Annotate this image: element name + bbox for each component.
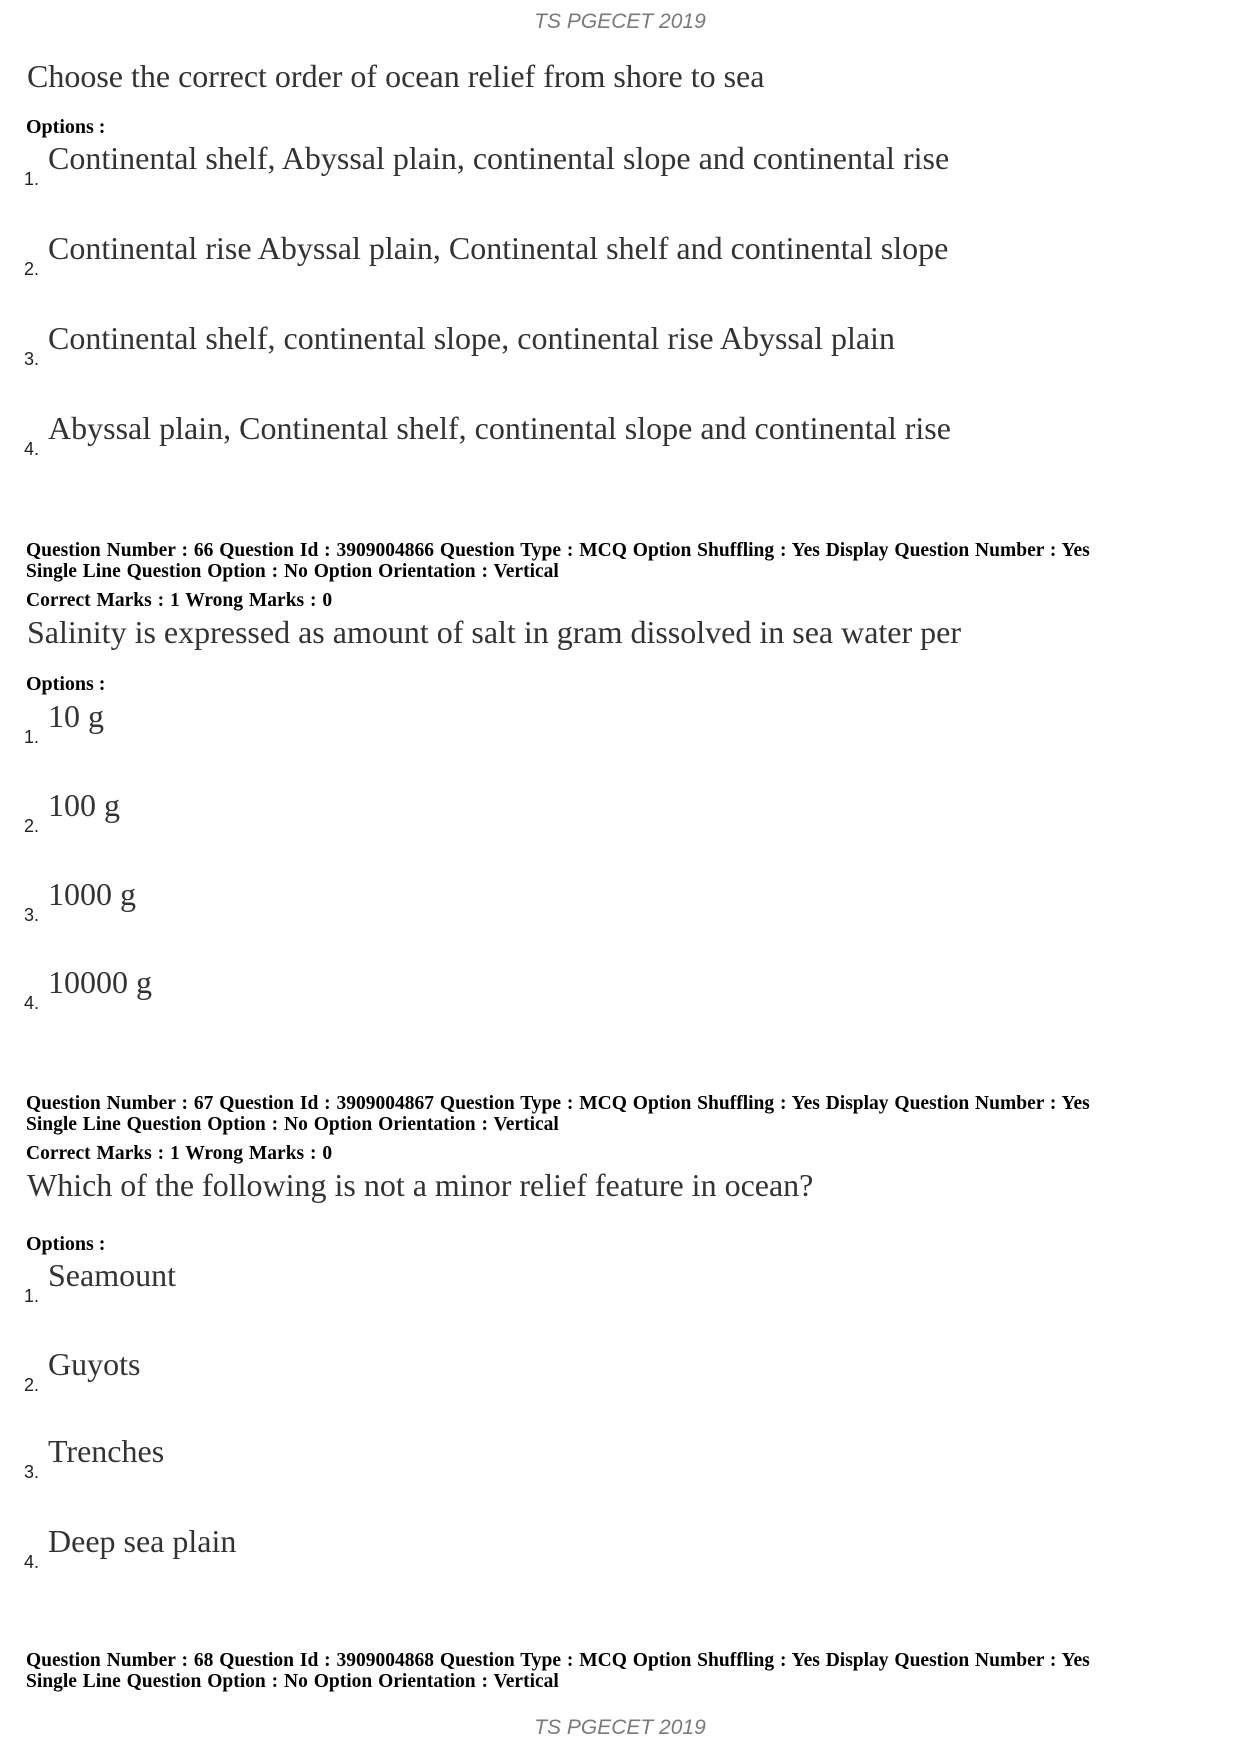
question-66-option-4[interactable] [24,964,152,1013]
option-number: 4. [24,993,40,1013]
option-text: 1000 g [48,876,136,912]
question-66-option-1[interactable] [24,698,104,747]
question-65-option-3[interactable] [24,320,895,369]
question-67-option-3[interactable] [24,1433,165,1482]
option-text: 10 g [48,698,104,734]
question-66-options-label: Options : [26,673,106,695]
question-65-options-label: Options : [26,116,106,138]
question-65-option-1[interactable] [24,140,950,189]
option-text: Continental rise Abyssal plain, Continental shelf and continental slope [48,230,949,266]
option-number: 4. [24,1552,40,1572]
question-67-meta: Question Number : 67 Question Id : 3909004867 Question Type : MCQ Option Shuffling : Yes Display Question Number : Yes [26,1093,1090,1114]
question-65-option-2[interactable] [24,230,949,279]
question-67-option-1[interactable] [24,1257,176,1306]
option-text: Deep sea plain [48,1523,237,1559]
question-68-meta-options: Single Line Question Option : No Option Orientation : Vertical [26,1671,559,1692]
option-text: Continental shelf, continental slope, continental rise Abyssal plain [48,320,895,356]
option-number: 4. [24,439,40,459]
page-footer: TS PGECET 2019 [534,1716,706,1739]
question-67-text: Which of the following is not a minor relief feature in ocean? [27,1167,814,1203]
question-67-marks: Correct Marks : 1 Wrong Marks : 0 [26,1143,333,1164]
option-number: 1. [24,727,40,747]
option-number: 3. [24,905,40,925]
option-number: 3. [24,349,40,369]
option-number: 1. [24,1286,40,1306]
question-67-meta-options: Single Line Question Option : No Option Orientation : Vertical [26,1114,559,1135]
question-66-meta: Question Number : 66 Question Id : 3909004866 Question Type : MCQ Option Shuffling : Yes Display Question Number : Yes [26,540,1090,561]
question-65-text: Choose the correct order of ocean relief from shore to sea [27,58,765,94]
option-text: 10000 g [48,964,152,1000]
page-header: TS PGECET 2019 [534,10,706,33]
question-66-text: Salinity is expressed as amount of salt in gram dissolved in sea water per [27,614,962,650]
question-65-option-4[interactable] [24,410,951,459]
question-66-option-2[interactable] [24,787,120,836]
option-number: 3. [24,1462,40,1482]
option-text: Continental shelf, Abyssal plain, continental slope and continental rise [48,140,950,176]
question-67-option-2[interactable] [24,1346,141,1395]
option-text: 100 g [48,787,120,823]
option-number: 2. [24,259,40,279]
option-text: Seamount [48,1257,176,1293]
question-66-marks: Correct Marks : 1 Wrong Marks : 0 [26,590,333,611]
option-text: Guyots [48,1346,141,1382]
question-66-option-3[interactable] [24,876,136,925]
option-text: Trenches [48,1433,165,1469]
question-66-meta-options: Single Line Question Option : No Option Orientation : Vertical [26,561,559,582]
question-67-option-4[interactable] [24,1523,237,1572]
option-text: Abyssal plain, Continental shelf, continental slope and continental rise [48,410,951,446]
question-68-meta: Question Number : 68 Question Id : 3909004868 Question Type : MCQ Option Shuffling : Yes Display Question Number : Yes [26,1650,1090,1671]
option-number: 2. [24,816,40,836]
question-67-options-label: Options : [26,1233,106,1255]
option-number: 2. [24,1375,40,1395]
option-number: 1. [24,169,40,189]
